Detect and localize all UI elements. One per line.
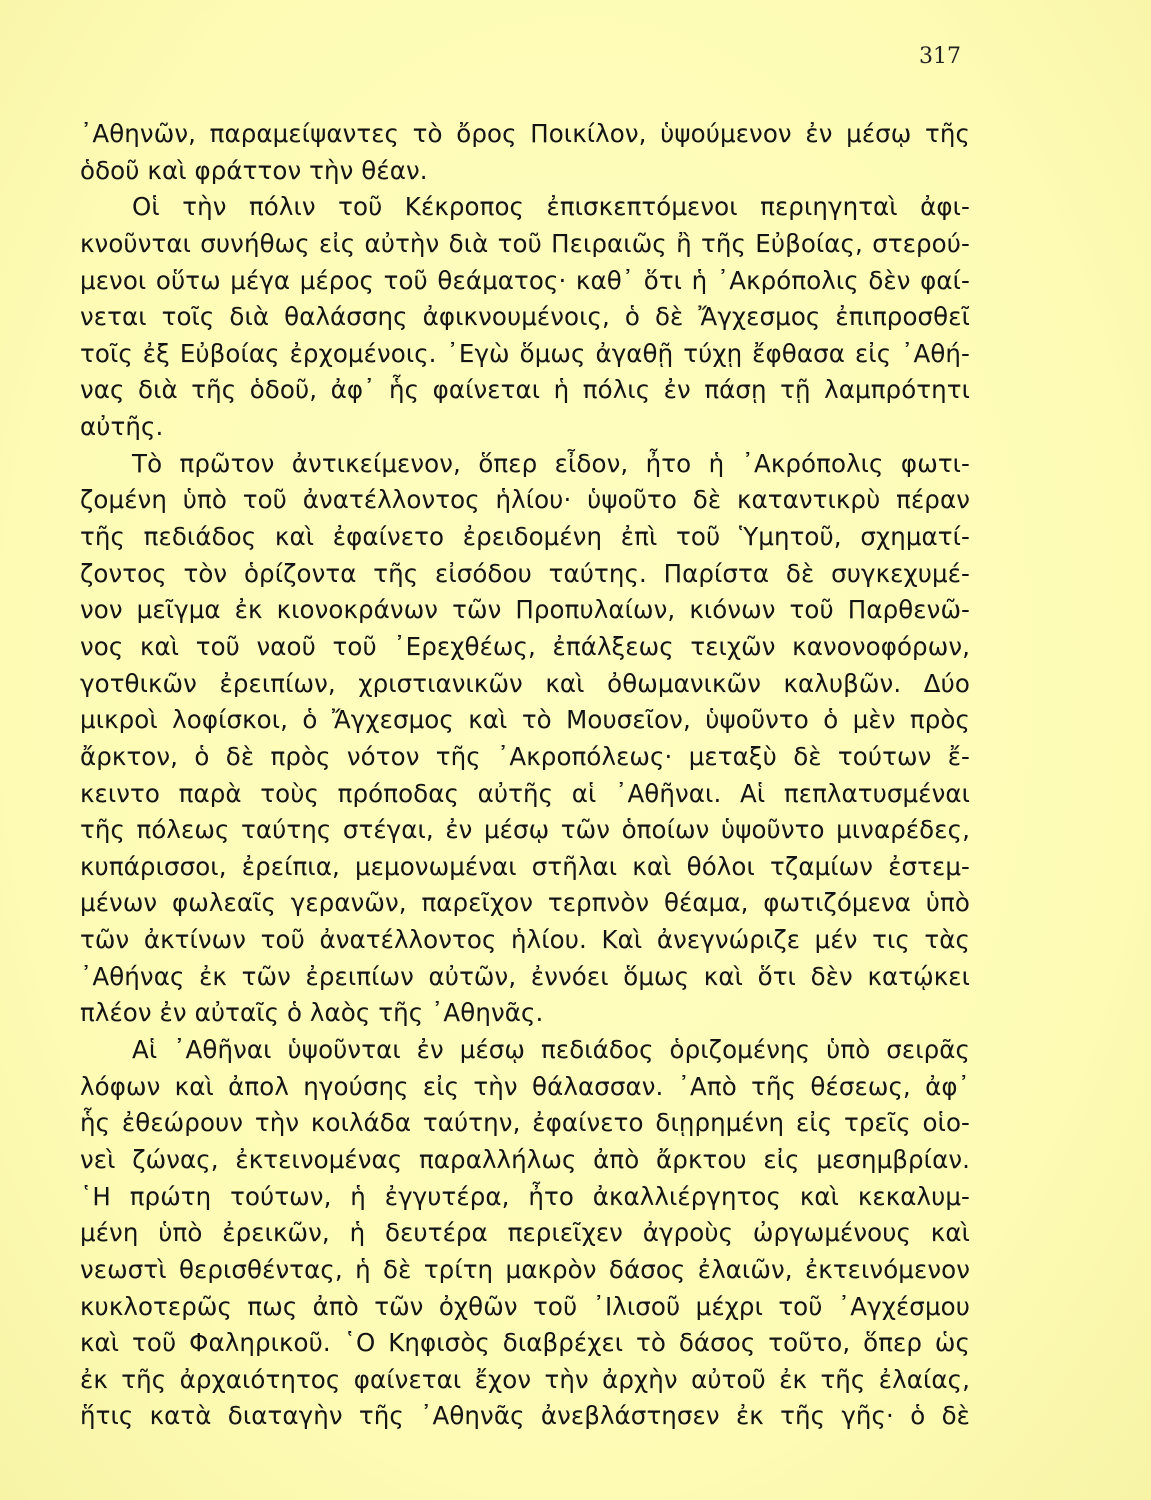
text-line: λόφων καὶ ἀπολ ηγούσης εἰς τὴν θάλασσαν. ᾽Απὸ τῆς θέσεως, ἀφ᾽ [80, 1071, 970, 1101]
text-line: ἥτις κατὰ διαταγὴν τῆς ᾽Αθηνᾶς ἀνεβλάστησεν ἐκ τῆς γῆς· ὁ δὲ [80, 1401, 970, 1431]
text-line: Οἱ τὴν πόλιν τοῦ Κέκροπος ἐπισκεπτόμενοι περιηγηταὶ ἀφι- [132, 192, 970, 222]
text-line: καὶ τοῦ Φαληρικοῦ. ῾Ο Κηφισὸς διαβρέχει τὸ δάσος τοῦτο, ὅπερ ὡς [80, 1328, 970, 1358]
text-line: τοῖς ἐξ Εὐβοίας ἐρχομένοις. ᾽Εγὼ ὅμως ἀγαθῇ τύχῃ ἔφθασα εἰς ᾽Αθή- [80, 338, 970, 368]
body-text [80, 116, 970, 1435]
text-line: νας διὰ τῆς ὁδοῦ, ἀφ᾽ ἧς φαίνεται ἡ πόλις ἐν πάσῃ τῇ λαμπρότητι [80, 375, 970, 405]
text-line: ὁδοῦ καὶ φράττον τὴν θέαν. [80, 155, 428, 185]
text-line: νεωστὶ θερισθέντας, ἡ δὲ τρίτη μακρὸν δάσος ἐλαιῶν, ἐκτεινόμενον [80, 1254, 970, 1284]
text-line: τῆς πόλεως ταύτης στέγαι, ἐν μέσῳ τῶν ὁποίων ὑψοῦντο μιναρέδες, [80, 815, 970, 845]
page-number: 317 [919, 44, 961, 69]
text-line: μικροὶ λοφίσκοι, ὁ Ἄγχεσμος καὶ τὸ Μουσεῖον, ὑψοῦντο ὁ μὲν πρὸς [80, 705, 970, 735]
text-line: ἄρκτον, ὁ δὲ πρὸς νότον τῆς ᾽Ακροπόλεως· μεταξὺ δὲ τούτων ἔ- [80, 741, 970, 771]
text-line: πλέον ἐν αὐταῖς ὁ λαὸς τῆς ᾽Αθηνᾶς. [80, 998, 544, 1028]
text-line: τῆς πεδιάδος καὶ ἐφαίνετο ἐρειδομένη ἐπὶ τοῦ Ὑμητοῦ, σχηματί- [80, 522, 970, 552]
text-line: Αἱ ᾽Αθῆναι ὑψοῦνται ἐν μέσῳ πεδιάδος ὁριζομένης ὑπὸ σειρᾶς [132, 1035, 970, 1065]
text-line: ζοντος τὸν ὁρίζοντα τῆς εἰσόδου ταύτης. Παρίστα δὲ συγκεχυμέ- [80, 558, 970, 588]
text-line: μένων φωλεαῖς γερανῶν, παρεῖχον τερπνὸν θέαμα, φωτιζόμενα ὑπὸ [80, 888, 970, 918]
text-line: κυκλοτερῶς πως ἀπὸ τῶν ὀχθῶν τοῦ ᾽Ιλισοῦ μέχρι τοῦ ᾽Αγχέσμου [80, 1291, 970, 1321]
text-line: νον μεῖγμα ἐκ κιονοκράνων τῶν Προπυλαίων, κιόνων τοῦ Παρθενῶ- [80, 595, 970, 625]
text-line: ῾Η πρώτη τούτων, ἡ ἐγγυτέρα, ἦτο ἀκαλλιέργητος καὶ κεκαλυμ- [80, 1181, 970, 1211]
text-line: αὐτῆς. [80, 412, 164, 442]
text-line: τῶν ἀκτίνων τοῦ ἀνατέλλοντος ἡλίου. Καὶ ἀνεγνώριζε μέν τις τὰς [80, 925, 970, 955]
text-line: μενοι οὕτω μέγα μέρος τοῦ θεάματος· καθ᾽ ὅτι ἡ ᾽Ακρόπολις δὲν φαί- [80, 265, 970, 295]
text-line: νος καὶ τοῦ ναοῦ τοῦ ᾽Ερεχθέως, ἐπάλξεως τειχῶν κανονοφόρων, [80, 631, 970, 661]
text-line: νεται τοῖς διὰ θαλάσσης ἀφικνουμένοις, ὁ δὲ Ἄγχεσμος ἐπιπροσθεῖ [80, 302, 970, 332]
text-line: ἐκ τῆς ἀρχαιότητος φαίνεται ἔχον τὴν ἀρχὴν αὐτοῦ ἐκ τῆς ἐλαίας, [80, 1364, 970, 1394]
text-line: ζομένη ὑπὸ τοῦ ἀνατέλλοντος ἡλίου· ὑψοῦτο δὲ καταντικρὺ πέραν [80, 485, 970, 515]
text-line: ᾽Αθηνῶν, παραμείψαντες τὸ ὄρος Ποικίλον, ὑψούμενον ἐν μέσῳ τῆς [80, 119, 970, 148]
text-line: κειντο παρὰ τοὺς πρόποδας αὐτῆς αἱ ᾽Αθῆναι. Αἱ πεπλατυσμέναι [80, 778, 970, 808]
text-line: κνοῦνται συνήθως εἰς αὐτὴν διὰ τοῦ Πειραιῶς ἢ τῆς Εὐβοίας, στερού- [80, 228, 970, 258]
text-line: Τὸ πρῶτον ἀντικείμενον, ὅπερ εἶδον, ἦτο ἡ ᾽Ακρόπολις φωτι- [132, 448, 970, 478]
text-line: ᾽Αθήνας ἐκ τῶν ἐρειπίων αὐτῶν, ἐννόει ὅμως καὶ ὅτι δὲν κατῴκει [80, 961, 970, 991]
text-line: νεὶ ζώνας, ἐκτεινομένας παραλλήλως ἀπὸ ἄρκτου εἰς μεσημβρίαν. [80, 1144, 970, 1174]
text-line: μένη ὑπὸ ἐρεικῶν, ἡ δευτέρα περιεῖχεν ἀγροὺς ὠργωμένους καὶ [80, 1218, 970, 1248]
text-line: γοτθικῶν ἐρειπίων, χριστιανικῶν καὶ ὀθωμανικῶν καλυβῶν. Δύο [80, 668, 970, 698]
text-line: ἧς ἐθεώρουν τὴν κοιλάδα ταύτην, ἐφαίνετο διῃρημένη εἰς τρεῖς οἱο- [80, 1108, 970, 1138]
text-line: κυπάρισσοι, ἐρείπια, μεμονωμέναι στῆλαι καὶ θόλοι τζαμίων ἐστεμ- [80, 851, 970, 881]
